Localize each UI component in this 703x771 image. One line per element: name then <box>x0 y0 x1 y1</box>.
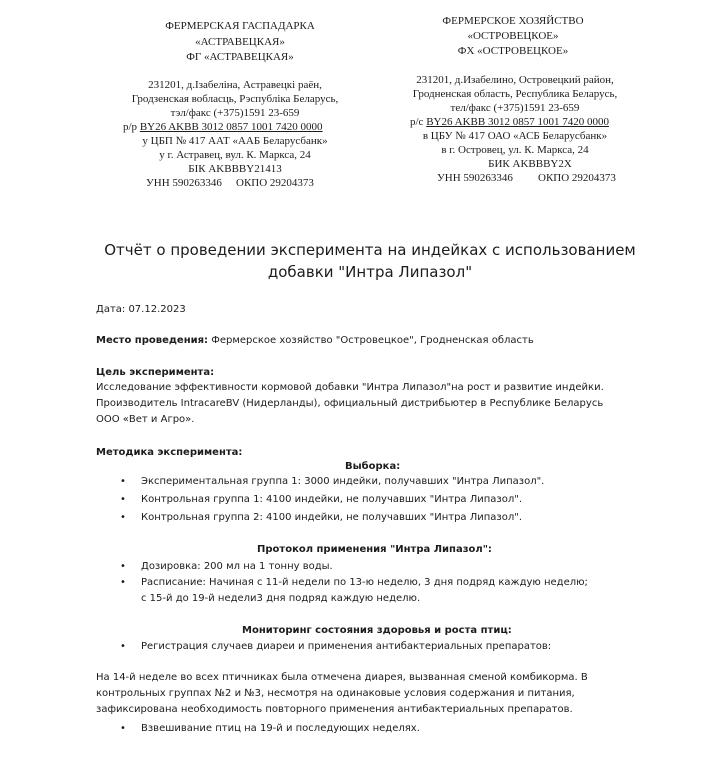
sample-item: Контрольная группа 1: 4100 индейки, не получавших "Интра Липазол". <box>141 494 523 505</box>
dosage-item: Дозировка: 200 мл на 1 тонну воды. <box>141 561 333 572</box>
right-org-name: ФЕРМЕРСКОЕ ХОЗЯЙСТВО <box>442 15 584 27</box>
bullet-icon: • <box>120 641 126 652</box>
left-bank: у ЦБП № 417 ААТ «ААБ Беларусбанк» <box>142 135 328 147</box>
right-bik: БИК AKBBBY2X <box>488 158 572 170</box>
sample-heading: Выборка: <box>345 461 401 472</box>
left-account-row <box>123 121 323 134</box>
weighing-item: Взвешивание птиц на 19-й и последующих неделях. <box>141 723 420 734</box>
report-date: Дата: 07.12.2023 <box>96 304 186 315</box>
bullet-icon: • <box>120 561 126 572</box>
monitoring-heading: Мониторинг состояния здоровья и роста птиц: <box>242 625 512 636</box>
goal-line-1: Исследование эффективности кормовой добавки "Интра Липазол"на рост и развитие индейки. <box>96 382 604 393</box>
left-address-line-2: Гродзенская вобласць, Рэспубліка Беларусь, <box>131 93 339 105</box>
bullet-icon: • <box>120 494 126 505</box>
left-org-name-quoted: «АСТРАВЕЦКАЯ» <box>195 36 285 48</box>
left-address-line-1: 231201, д.Ізабеліна, Астравецкі раён, <box>148 79 322 91</box>
sample-item: Экспериментальная группа 1: 3000 индейки, получавших "Интра Липазол". <box>141 476 545 487</box>
right-org-short-name: ФХ «ОСТРОВЕЦКОЕ» <box>457 45 569 57</box>
bullet-icon: • <box>120 512 126 523</box>
schedule-item-continued: с 15-й до 19-й недели3 дня подряд каждую неделю. <box>141 593 421 604</box>
right-address-line-1: 231201, д.Изабелино, Островецкий район, <box>416 74 614 86</box>
bullet-icon: • <box>120 723 126 734</box>
right-bank: в ЦБУ № 417 ОАО «АСБ Беларусбанк» <box>422 130 608 142</box>
left-bank-address: у г. Астравец, вул. К. Маркса, 24 <box>159 149 311 161</box>
left-okpo: ОКПО 29204373 <box>236 177 314 189</box>
bullet-icon: • <box>120 577 126 588</box>
right-account-prefix: р/с <box>410 116 424 128</box>
right-phone: тел/факс (+375)1591 23-659 <box>450 102 580 114</box>
right-okpo: ОКПО 29204373 <box>538 172 616 184</box>
report-title-line-2: добавки "Интра Липазол" <box>267 263 473 281</box>
place-value: Фермерское хозяйство "Островецкое", Гродненская область <box>208 335 534 346</box>
goal-line-3: ООО «Вет и Агро». <box>96 414 195 425</box>
schedule-item: Расписание: Начиная с 11-й недели по 13-ю неделю, 3 дня подряд каждую неделю; <box>141 577 588 588</box>
left-phone: тэл/факс (+375)1591 23-659 <box>170 107 300 119</box>
monitoring-item: Регистрация случаев диареи и применения антибактериальных препаратов: <box>141 641 552 652</box>
right-org-name-quoted: «ОСТРОВЕЦКОЕ» <box>467 30 559 42</box>
place-label: Место проведения: <box>96 335 209 346</box>
findings-line-3: зафиксирована необходимость повторного применения антибактериальных препаратов. <box>96 704 573 715</box>
right-account-number: BY26 AKBB 3012 0857 1001 7420 0000 <box>426 116 609 128</box>
method-label: Методика эксперимента: <box>96 447 243 458</box>
goal-line-2: Производитель IntracareBV (Нидерланды), официальный дистрибьютер в Республике Беларусь <box>96 398 604 409</box>
goal-label: Цель эксперимента: <box>96 367 215 378</box>
left-account-number: BY26 AKBB 3012 0857 1001 7420 0000 <box>139 121 323 133</box>
left-account-prefix: р/р <box>123 121 138 133</box>
findings-line-1: На 14-й неделе во всех птичниках была отмечена диарея, вызванная сменой комбикорма. В <box>96 672 588 683</box>
findings-line-2: контрольных группах №2 и №3, несмотря на одинаковые условия содержания и питания, <box>96 688 575 699</box>
sample-item: Контрольная группа 2: 4100 индейки, не получавших "Интра Липазол". <box>141 512 523 523</box>
right-address-line-2: Гродненская область, Республика Беларусь, <box>412 88 618 100</box>
protocol-heading: Протокол применения "Интра Липазол": <box>257 544 492 555</box>
place-row <box>96 333 534 349</box>
left-bik: БІК AKBBBY21413 <box>188 163 282 175</box>
right-unp: УНН 590263346 <box>437 172 513 184</box>
left-org-short-name: ФГ «АСТРАВЕЦКАЯ» <box>186 51 294 63</box>
report-title-line-1: Отчёт о проведении эксперимента на индейках с использованием <box>104 241 636 259</box>
left-org-name: ФЕРМЕРСКАЯ ГАСПАДАРКА <box>165 20 315 32</box>
left-unp: УНН 590263346 <box>146 177 222 189</box>
right-account-row <box>410 116 609 129</box>
bullet-icon: • <box>120 476 126 487</box>
right-bank-address: в г. Островец, ул. К. Маркса, 24 <box>441 144 589 156</box>
